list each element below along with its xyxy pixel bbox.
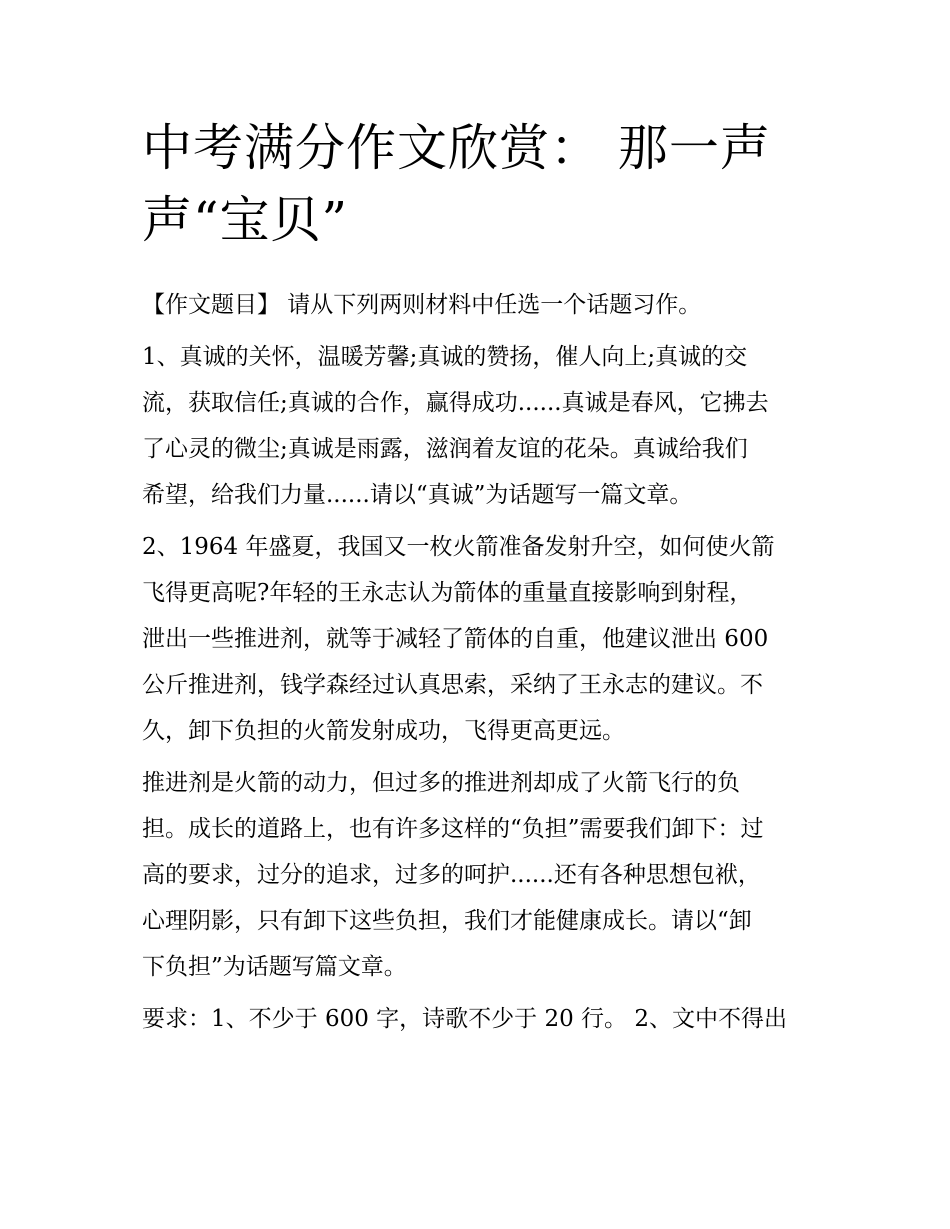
text-line: 流，获取信任;真诚的合作，赢得成功......真诚是春风，它拂去 (142, 390, 769, 416)
paragraph-material-1 (142, 334, 832, 518)
text-line: 要求：1、不少于 600 字，诗歌不少于 20 行。 2、文中不得出 (142, 1006, 787, 1032)
paragraph-material-2-continued (142, 760, 832, 990)
page-title (142, 112, 822, 256)
document-body (142, 282, 832, 1042)
text-line: 飞得更高呢?年轻的王永志认为箭体的重量直接影响到射程， (142, 580, 753, 606)
text-line: 【作文题目】 请从下列两则材料中任选一个话题习作。 (142, 292, 702, 318)
paragraph-material-2 (142, 524, 832, 754)
text-line: 下负担”为话题写篇文章。 (142, 954, 407, 980)
title-line: 声“宝贝” (142, 191, 349, 249)
text-line: 2、1964 年盛夏，我国又一枚火箭准备发射升空，如何使火箭 (142, 534, 775, 560)
text-line: 高的要求，过分的追求，过多的呵护......还有各种思想包袱， (142, 862, 761, 888)
title-line: 中考满分作文欣赏： 那一声 (142, 119, 771, 177)
text-line: 推进剂是火箭的动力，但过多的推进剂却成了火箭飞行的负 (142, 770, 740, 796)
text-line: 1、真诚的关怀，温暖芳馨;真诚的赞扬，催人向上;真诚的交 (142, 344, 748, 370)
text-line: 公斤推进剂，钱学森经过认真思索，采纳了王永志的建议。不 (142, 672, 763, 698)
text-line: 久，卸下负担的火箭发射成功，飞得更高更远。 (142, 718, 625, 744)
text-line: 泄出一些推进剂，就等于减轻了箭体的自重，他建议泄出 600 (142, 626, 769, 652)
text-line: 心理阴影，只有卸下这些负担，我们才能健康成长。请以“卸 (142, 908, 752, 934)
text-line: 了心灵的微尘;真诚是雨露，滋润着友谊的花朵。真诚给我们 (142, 436, 748, 462)
text-line: 担。成长的道路上，也有许多这样的“负担”需要我们卸下：过 (142, 816, 764, 842)
text-line: 希望，给我们力量......请以“真诚”为话题写一篇文章。 (142, 482, 693, 508)
paragraph-requirements (142, 996, 832, 1042)
paragraph-topic (142, 282, 832, 328)
